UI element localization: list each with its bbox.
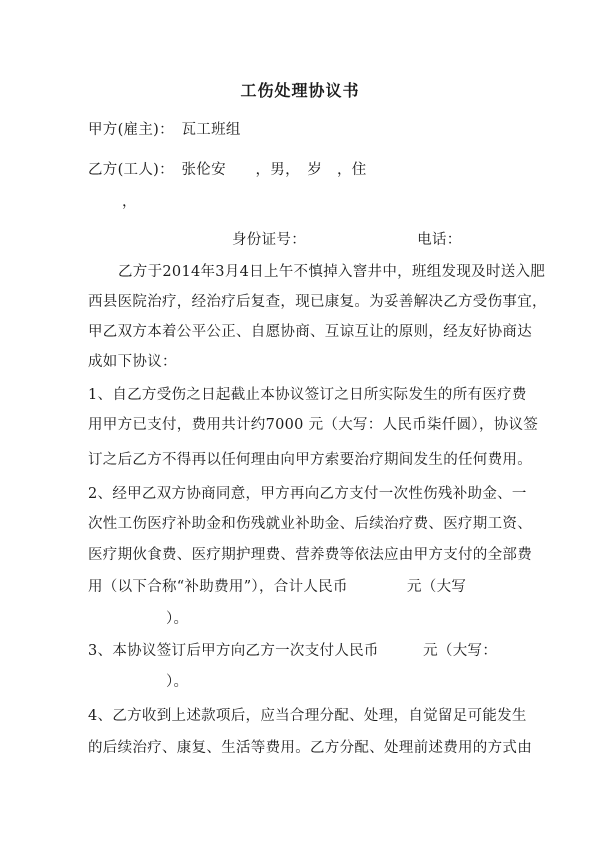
clause-3-line-2: ）。 [166, 674, 189, 690]
party-a-line: 甲方(雇主)： 瓦工班组 [88, 122, 241, 138]
party-b-continuation: ， [122, 194, 137, 210]
document-title: 工伤处理协议书 [240, 81, 360, 100]
paragraph-1-line-3: 甲乙双方本着公平公正、自愿协商、互谅互让的原则，经友好协商达 [88, 324, 532, 340]
party-b-line: 乙方(工人)： 张伦安 ，男， 岁 ，住 [88, 162, 367, 178]
clause-1-line-3: 订之后乙方不得再以任何理由向甲方索要治疗期间发生的任何费用。 [88, 452, 532, 468]
id-phone-line: 身份证号： 电话： [232, 232, 462, 248]
clause-2-line-4: 用（以下合称“补助费用”），合计人民币 元（大写 [88, 579, 467, 595]
clause-2-line-5: ）。 [166, 611, 189, 627]
clause-4-line-2: 的后续治疗、康复、生活等费用。乙方分配、处理前述费用的方式由 [88, 740, 532, 756]
clause-2-line-3: 医疗期伙食费、医疗期护理费、营养费等依法应由甲方支付的全部费 [88, 547, 532, 563]
clause-1-line-1: 1、自乙方受伤之日起截止本协议签订之日所实际发生的所有医疗费 [88, 387, 527, 403]
clause-2-line-2: 次性工伤医疗补助金和伤残就业补助金、后续治疗费、医疗期工资、 [88, 516, 532, 532]
clause-1-line-2: 用甲方已支付，费用共计约7000 元（大写：人民币柒仟圆），协议签 [88, 417, 539, 433]
clause-2-line-1: 2、经甲乙双方协商同意，甲方再向乙方支付一次性伤残补助金、一 [88, 486, 527, 502]
paragraph-1-line-1: 乙方于2014年3月4日上午不慎掉入窨井中，班组发现及时送入肥 [118, 264, 546, 280]
clause-4-line-1: 4、乙方收到上述款项后，应当合理分配、处理，自觉留足可能发生 [88, 708, 527, 724]
paragraph-1-line-4: 成如下协议： [88, 354, 177, 370]
clause-3-line-1: 3、本协议签订后甲方向乙方一次支付人民币 元（大写： [88, 643, 498, 659]
paragraph-1-line-2: 西县医院治疗，经治疗后复查，现已康复。为妥善解决乙方受伤事宜， [88, 294, 547, 310]
